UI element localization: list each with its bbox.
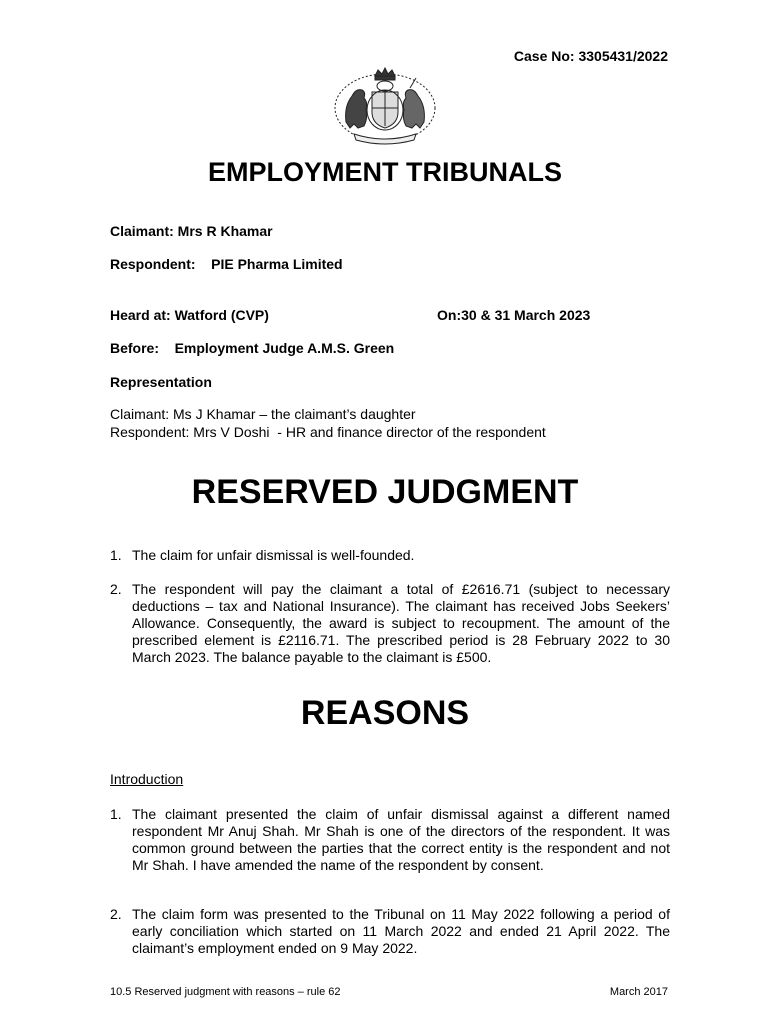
list-text: The claim form was presented to the Tribunal on 11 May 2022 following a period of early conciliation which started on 11 March 2022 and ended 21 April 2022. The claimant’s employment ended on 9 May 2022. (132, 906, 670, 956)
document-title: EMPLOYMENT TRIBUNALS (208, 157, 562, 187)
list-number: 1. (110, 806, 122, 822)
footer-date: March 2017 (609, 986, 668, 998)
list-number: 2. (110, 581, 122, 597)
judgment-heading: RESERVED JUDGMENT (191, 473, 579, 511)
heard-at-field: Heard at: Watford (CVP) (110, 307, 269, 323)
hearing-date-field: On:30 & 31 March 2023 (437, 307, 591, 323)
judge-field: Before: Employment Judge A.M.S. Green (110, 340, 395, 356)
reason-item (110, 806, 670, 874)
reasons-heading: REASONS (300, 694, 470, 732)
list-text: The respondent will pay the claimant a total of £2616.71 (subject to necessary deductions – tax and National Insurance). The claimant has received Jobs Seekers’ Allowance. Consequently, the award is subject to recoupment. The amount of the prescribed element is £2116.71. The prescribed period is 28 February 2022 to 30 March 2023. The balance payable to the claimant is £500. (132, 581, 670, 665)
list-number: 1. (110, 547, 122, 563)
list-number: 2. (110, 906, 122, 922)
list-text: The claim for unfair dismissal is well-founded. (132, 547, 415, 563)
representation-heading: Representation (110, 374, 212, 390)
case-number: Case No: 3305431/2022 (513, 48, 668, 64)
judgment-item (110, 547, 670, 564)
claimant-field: Claimant: Mrs R Khamar (110, 223, 273, 239)
reason-item (110, 906, 670, 957)
introduction-heading: Introduction (110, 771, 184, 787)
claimant-representative: Claimant: Ms J Khamar – the claimant’s daughter (110, 406, 416, 422)
royal-coat-of-arms-icon (330, 66, 440, 146)
list-text: The claimant presented the claim of unfair dismissal against a different named respondent Mr Anuj Shah. Mr Shah is one of the directors of the respondent. It was common ground between the parties that the correct entity is the respondent and not Mr Shah. I have amended the name of the respondent by consent. (132, 806, 670, 873)
judgment-item (110, 581, 670, 666)
respondent-representative: Respondent: Mrs V Doshi - HR and finance director of the respondent (110, 424, 546, 440)
footer-form-reference: 10.5 Reserved judgment with reasons – rule 62 (110, 986, 341, 998)
respondent-field: Respondent: PIE Pharma Limited (110, 256, 343, 272)
